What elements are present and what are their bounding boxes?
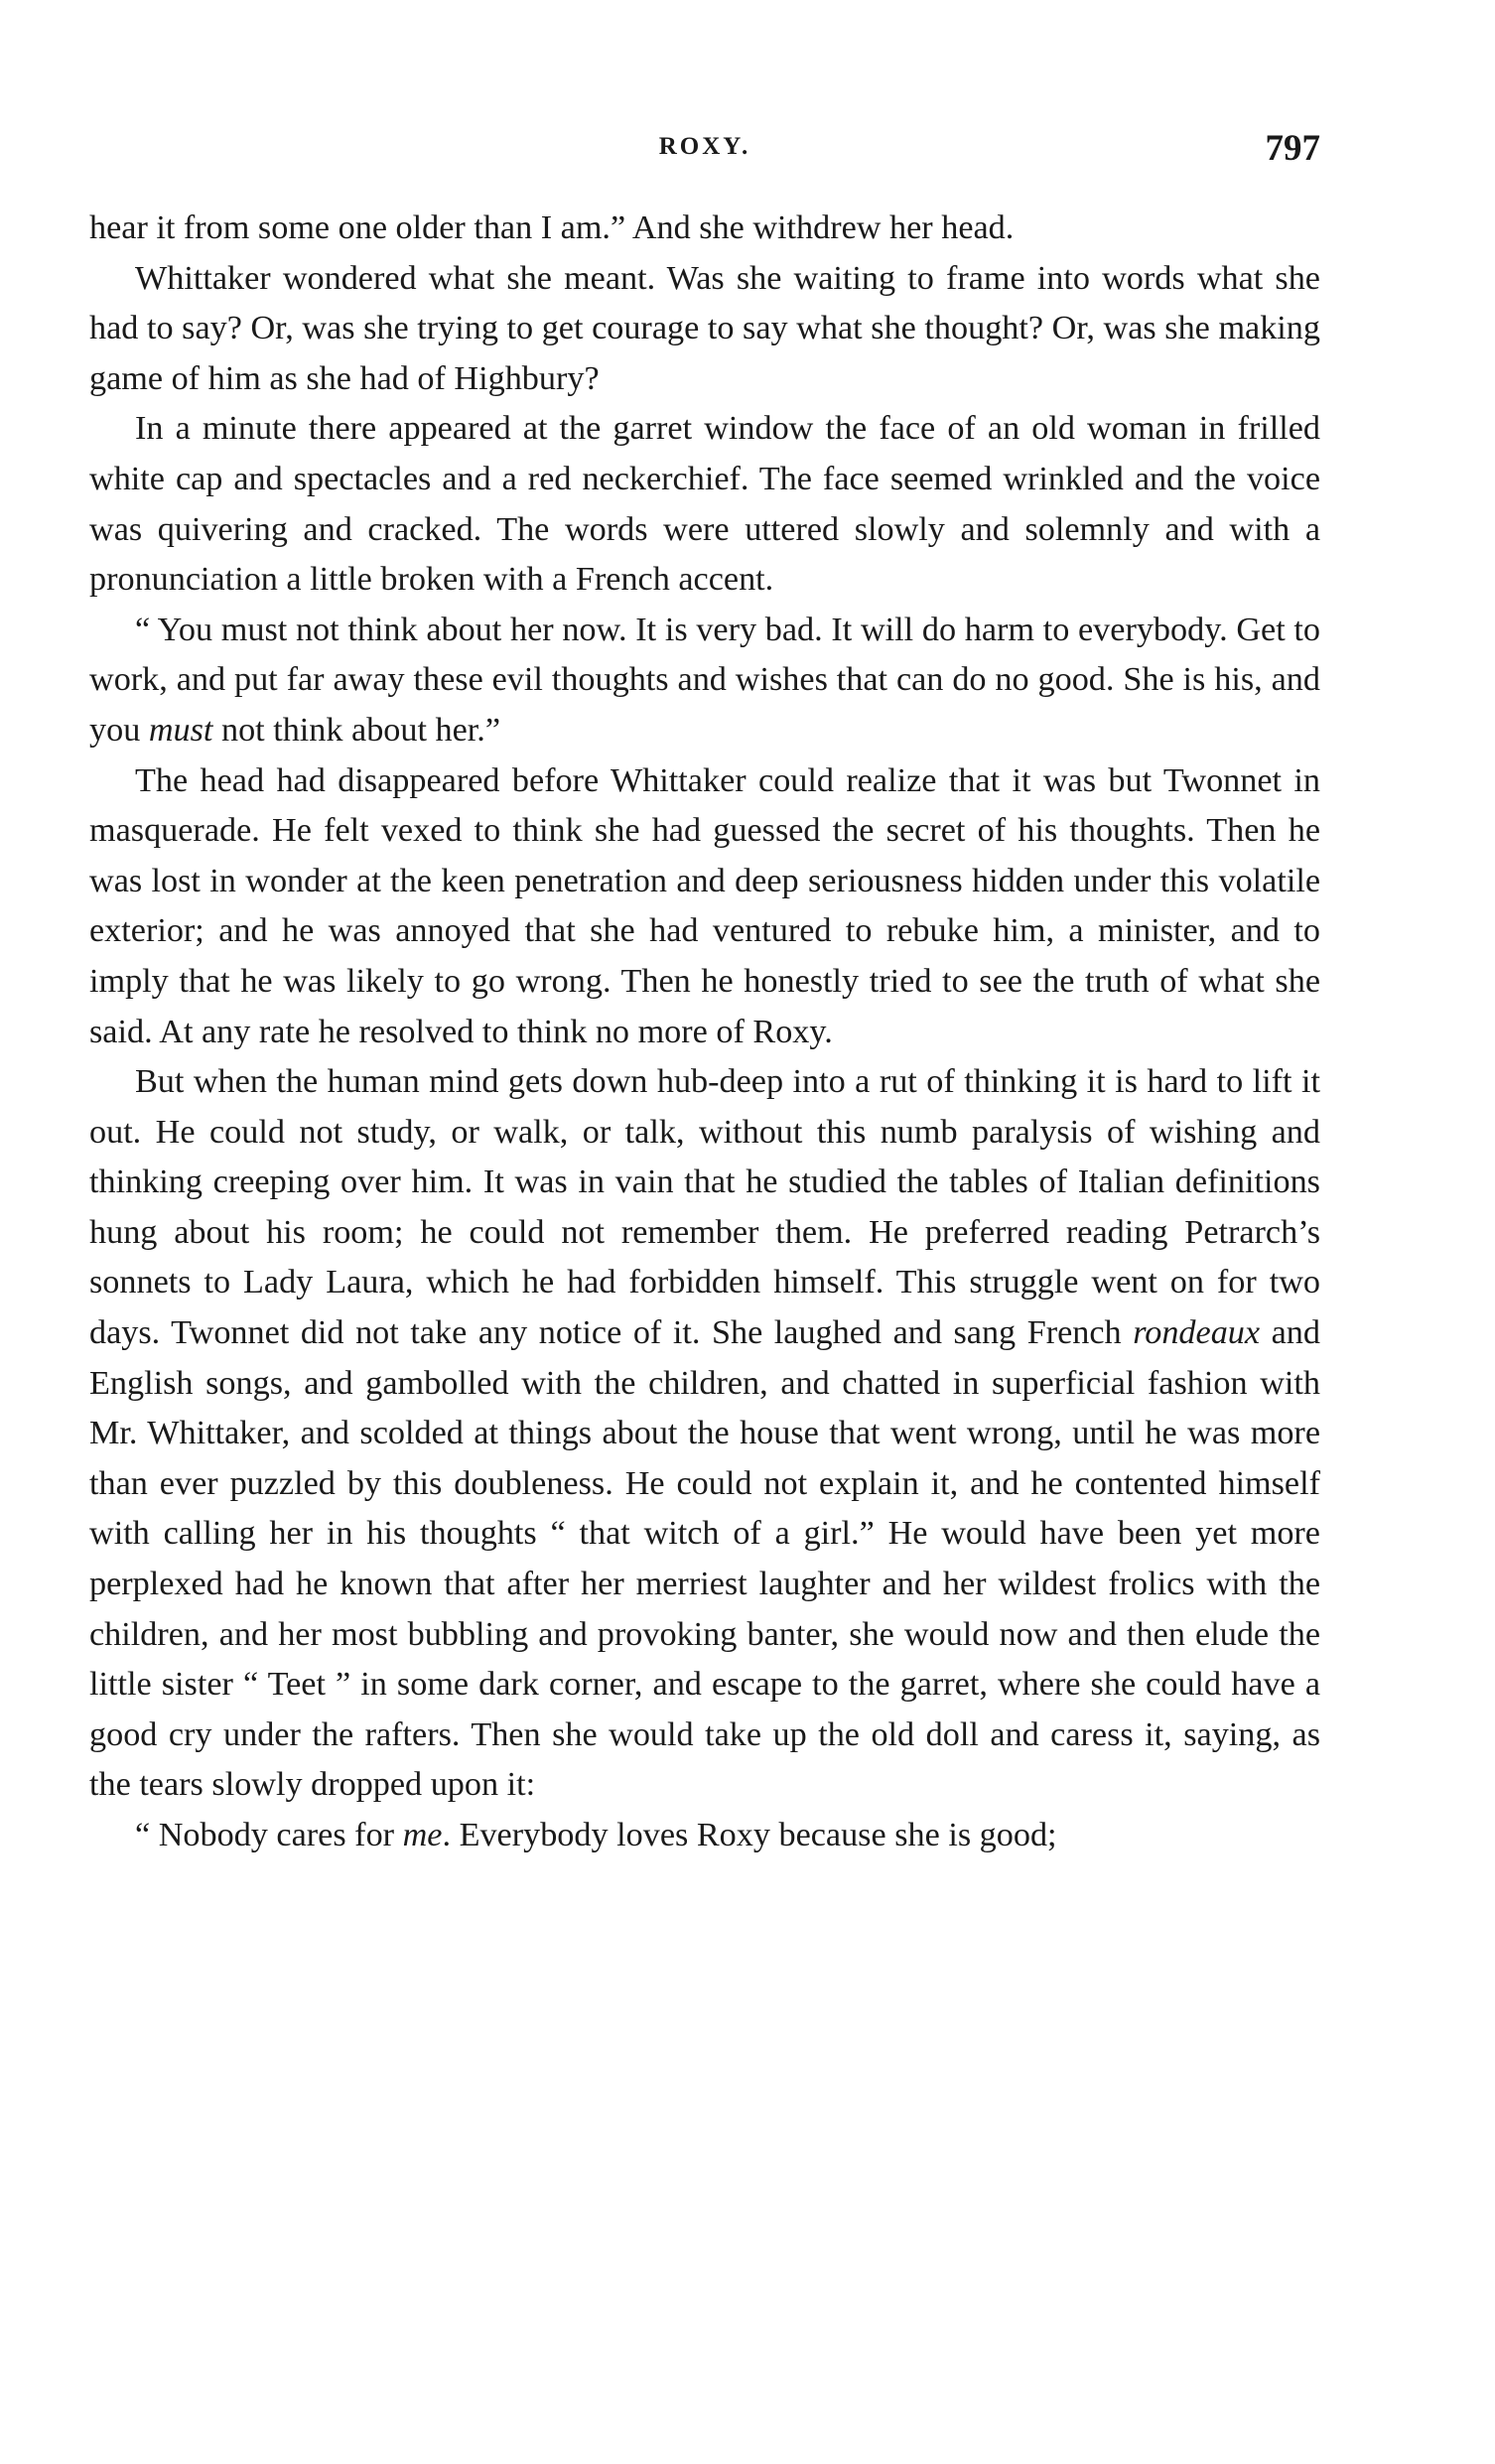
body-text	[89, 204, 1320, 1861]
italic-text: rondeaux	[1133, 1314, 1261, 1352]
paragraph-continuation: hear it from some one older than I am.” And she withdrew her head.	[89, 209, 1015, 246]
paragraph: The head had disappeared before Whittaker could realize that it was but Twonnet in masquerade. He felt vexed to think she had guessed the secret of his thoughts. Then he was lost in wonder at the keen penetration and deep seriousness hidden under this volatile exterior; and he was annoyed that she had ventured to rebuke him, a minister, and to imply that he was likely to go wrong. Then he honestly tried to see the truth of what she said. At any rate he resolved to think no more of Roxy.	[89, 761, 1320, 1050]
paragraph-quote	[89, 606, 1320, 756]
text-run: “ Nobody cares for	[135, 1817, 403, 1853]
text-run: . Everybody loves Roxy because she is good;	[442, 1817, 1057, 1853]
text-run: and English songs, and gambolled with the children, and chatted in superficial fashion with Mr. Whittaker, and scolded at things about the house that went wrong, until he was more than ever puzzled by this doubleness. He could not explain it, and he contented himself with calling her in his thoughts “ that witch of a girl.” He would have been yet more perplexed had he known that after her merriest laughter and her wildest frolics with the children, and her most bubbling and provoking banter, she would now and then elude the little sister “ Teet ” in some dark corner, and escape to the garret, where she could have a good cry under the rafters. Then she would take up the old doll and caress it, saying, as the tears slowly dropped upon it:	[89, 1314, 1320, 1804]
paragraph: In a minute there appeared at the garret window the face of an old woman in frilled white cap and spectacles and a red neckerchief. The face seemed wrinkled and the voice was quivering and cracked. The words were uttered slowly and solemnly and with a pronunciation a little broken with a French accent.	[89, 410, 1320, 599]
text-run: “ You must not think about her now. It is very bad. It will do harm to everybody. Get to work, and put far away these evil thoughts and wishes that can do no good. She is his, and you	[89, 611, 1320, 749]
text-run: But when the human mind gets down hub-deep into a rut of thinking it is hard to lift it out. He could not study, or walk, or talk, without this numb paralysis of wishing and thinking creeping over him. It was in vain that he studied the tables of Italian definitions hung about his room; he could not remember them. He preferred reading Petrarch’s sonnets to Lady Laura, which he had forbidden himself. This struggle went on for two days. Twonnet did not take any notice of it. She laughed and sang French	[89, 1063, 1320, 1352]
paragraph-quote	[89, 1811, 1320, 1861]
paragraph	[89, 1057, 1320, 1811]
running-title: ROXY.	[658, 133, 751, 160]
text-run: not think about her.”	[212, 711, 501, 749]
italic-text: must	[148, 711, 213, 749]
page-header	[89, 127, 1320, 177]
page-number: 797	[1265, 128, 1320, 169]
paragraph: Whittaker wondered what she meant. Was she waiting to frame into words what she had to say? Or, was she trying to get courage to say what she thought? Or, was she making game of him as she had of Highbury?	[89, 259, 1320, 397]
italic-text: me	[402, 1817, 443, 1853]
